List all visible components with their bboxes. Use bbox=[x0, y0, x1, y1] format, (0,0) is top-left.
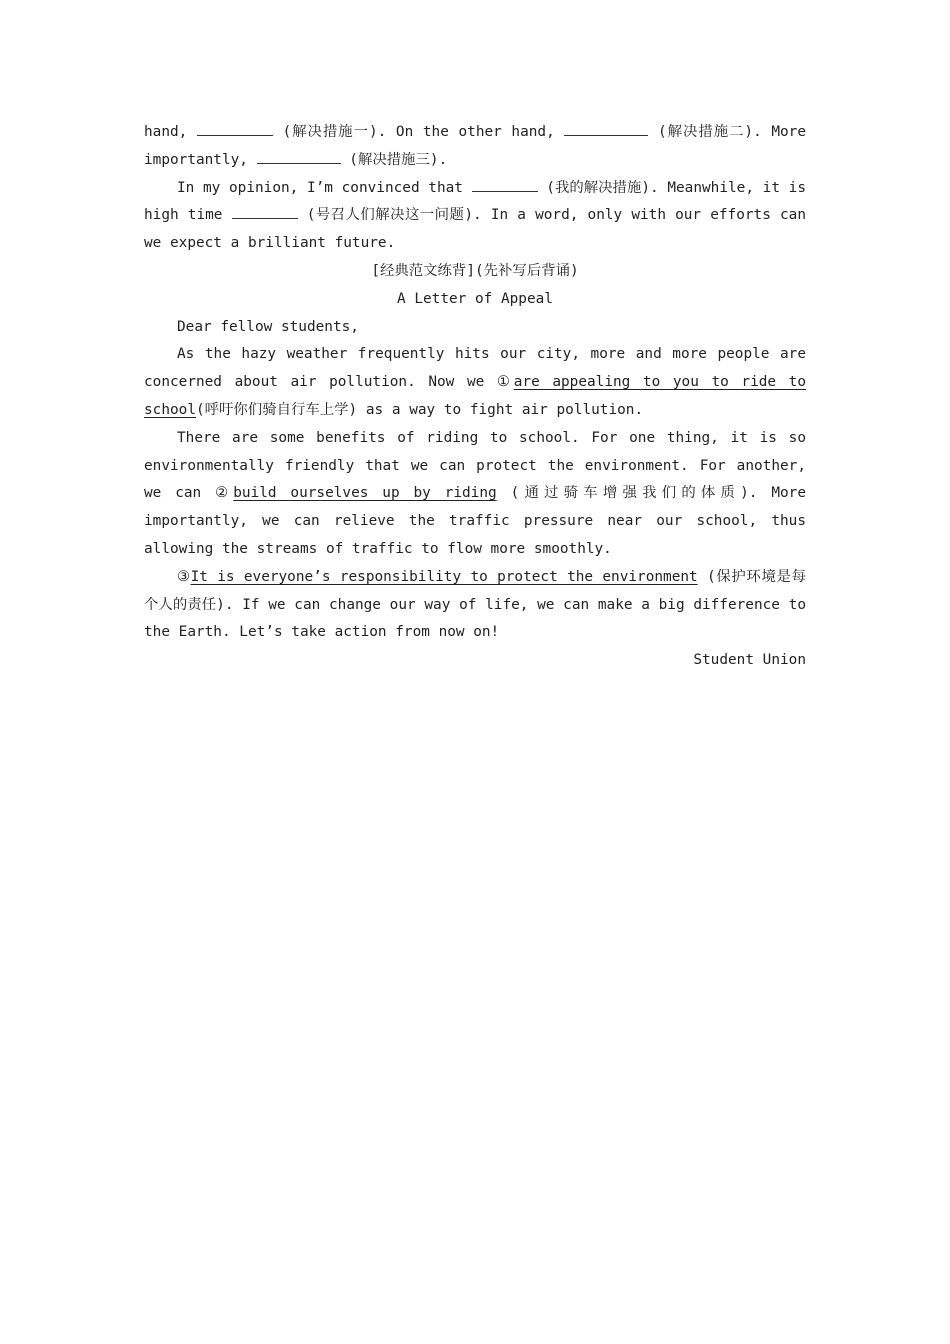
paragraph-appeal: As the hazy weather frequently hits our city, more and more people are concerned about air pollution. Now we ①are appealing to you to ride to school(呼吁你们骑自行车上学) as a way to fight air pollution. bbox=[144, 346, 806, 418]
answer-blank[interactable] bbox=[472, 175, 538, 192]
answer-blank[interactable] bbox=[564, 119, 648, 136]
letter-title: A Letter of Appeal bbox=[397, 290, 553, 307]
filled-answer: It is everyone’s responsibility to protect the environment bbox=[190, 568, 698, 585]
filled-answer: build ourselves up by riding bbox=[233, 485, 497, 502]
paragraph-solutions: hand, (解决措施一). On the other hand, (解决措施二). More importantly, (解决措施三). bbox=[144, 119, 806, 175]
answer-marker: ③ bbox=[177, 568, 191, 585]
answer-blank[interactable] bbox=[197, 119, 273, 136]
answer-marker: ② bbox=[215, 485, 234, 502]
answer-blank[interactable] bbox=[257, 147, 341, 164]
salutation: Dear fellow students, bbox=[177, 318, 359, 335]
answer-blank[interactable] bbox=[232, 202, 298, 219]
filled-answer: are appealing to you to ride to school bbox=[144, 374, 806, 418]
paragraph-benefits: There are some benefits of riding to school. For one thing, it is so environmentally friendly that we can protect the environment. For another, we can ②build ourselves up by riding (通过骑车增强我们的体质). More importantly, we can relieve the traffic pressure near our school, thus allowing the streams of traffic to flow more smoothly. bbox=[144, 429, 807, 557]
document-content bbox=[144, 119, 806, 675]
paragraph-responsibility: ③It is everyone’s responsibility to protect the environment (保护环境是每个人的责任). If we can change our way of life, we can make a big difference to the Earth. Let’s take action from now on! bbox=[144, 568, 806, 641]
answer-marker: ① bbox=[496, 374, 514, 391]
signature: Student Union bbox=[693, 652, 806, 669]
paragraph-opinion: In my opinion, I’m convinced that (我的解决措施). Meanwhile, it is high time (号召人们解决这一问题). In a word, only with our efforts can we expect a brilliant future. bbox=[144, 175, 806, 258]
section-heading: [经典范文练背](先补写后背诵) bbox=[371, 262, 579, 279]
